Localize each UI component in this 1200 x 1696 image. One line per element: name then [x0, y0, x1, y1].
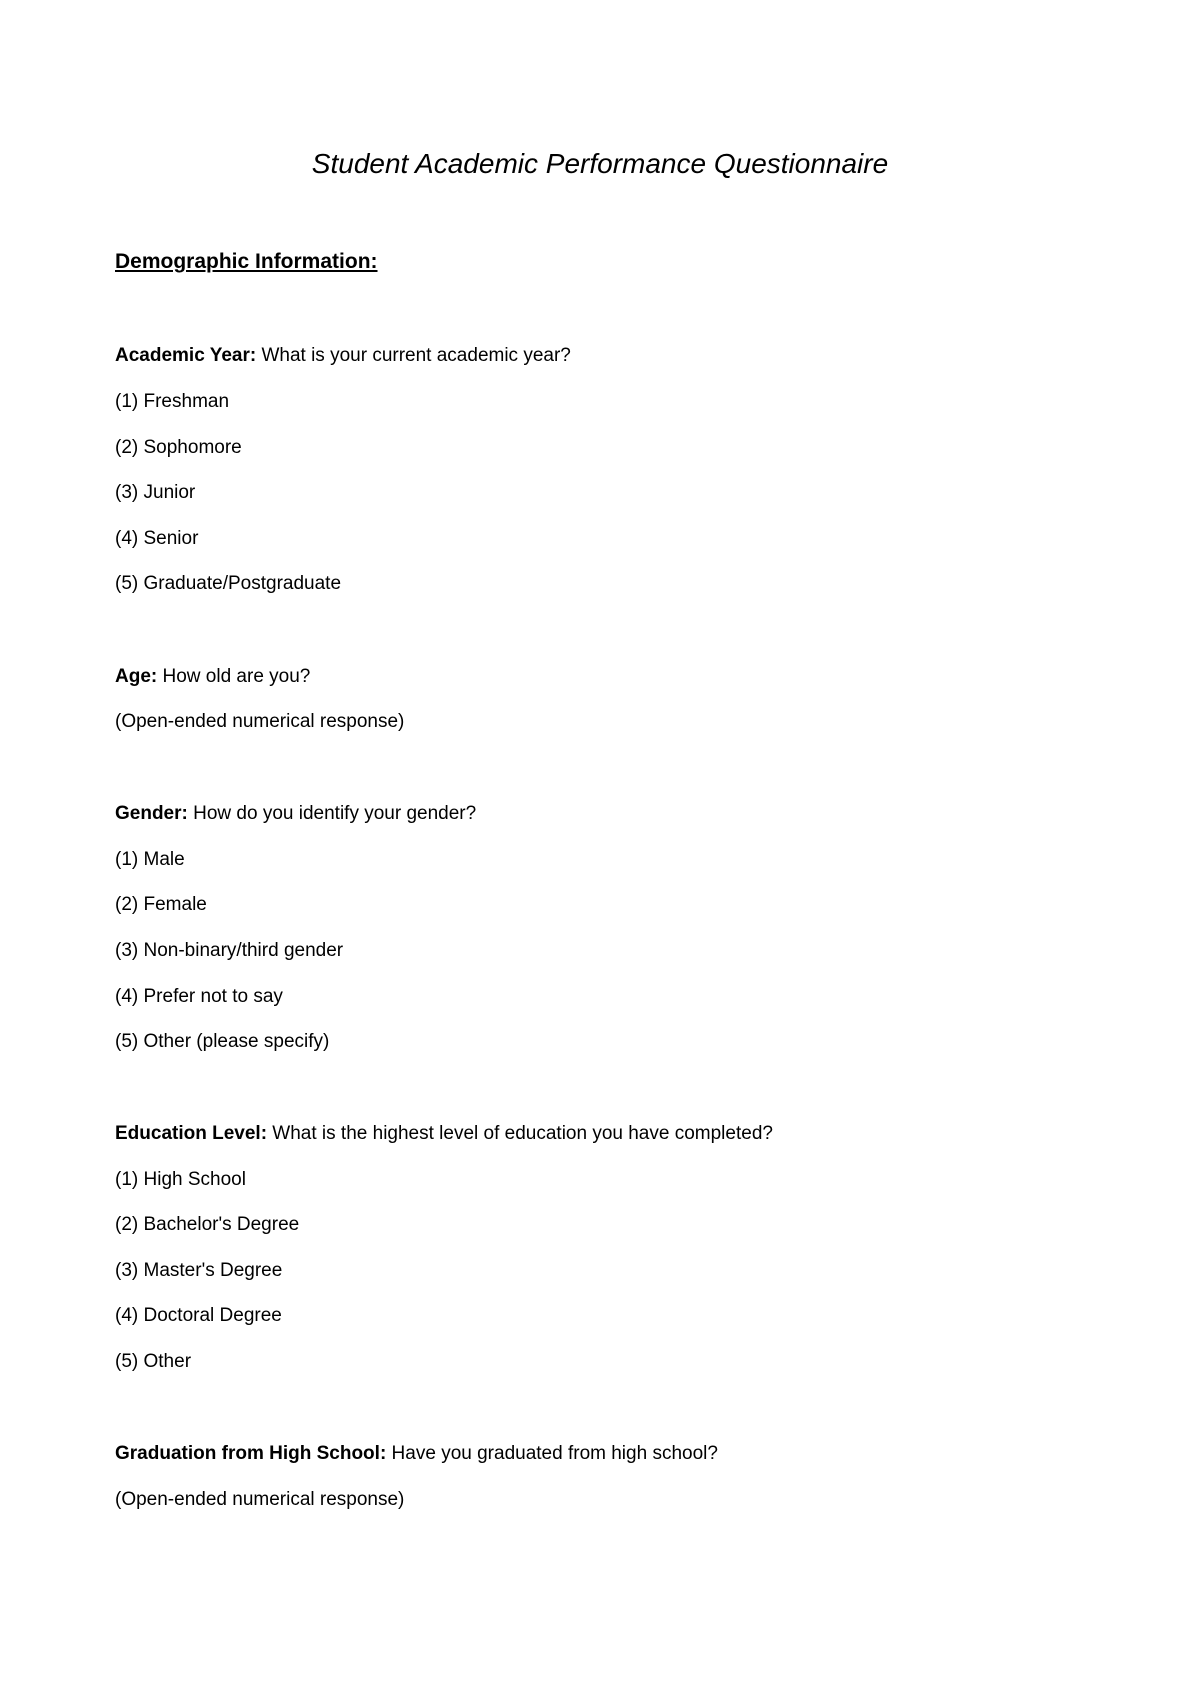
question-prompt [115, 1122, 773, 1146]
answer-option: (3) Non-binary/third gender [115, 940, 344, 961]
question-text: What is your current academic year? [256, 345, 571, 366]
answer-option: (5) Other [115, 1351, 192, 1372]
answer-option: (2) Sophomore [115, 437, 242, 458]
answer-option: (5) Graduate/Postgraduate [115, 573, 342, 594]
answer-option: (3) Junior [115, 482, 196, 503]
answer-option: (2) Female [115, 894, 207, 915]
question-prompt [115, 665, 310, 689]
section-heading-demographic: Demographic Information: [115, 250, 378, 273]
question-text: Have you graduated from high school? [386, 1443, 718, 1464]
question-label: Academic Year: [115, 345, 257, 366]
answer-option: (1) Male [115, 849, 185, 870]
answer-option: (2) Bachelor's Degree [115, 1214, 300, 1235]
question-prompt [115, 1442, 718, 1466]
question-label: Education Level: [115, 1123, 268, 1144]
question-label: Graduation from High School: [115, 1443, 387, 1464]
answer-option: (3) Master's Degree [115, 1260, 283, 1281]
answer-option: (Open-ended numerical response) [115, 711, 405, 732]
question-text: How old are you? [157, 666, 311, 687]
question-label: Gender: [115, 803, 188, 824]
question-label: Age: [115, 666, 158, 687]
question-prompt [115, 344, 571, 368]
question-text: How do you identify your gender? [187, 803, 477, 824]
question-text: What is the highest level of education you have completed? [267, 1123, 773, 1144]
answer-option: (4) Prefer not to say [115, 986, 283, 1007]
answer-option: (1) Freshman [115, 391, 230, 412]
answer-option: (Open-ended numerical response) [115, 1489, 405, 1510]
question-prompt [115, 802, 476, 826]
answer-option: (5) Other (please specify) [115, 1031, 330, 1052]
answer-option: (4) Doctoral Degree [115, 1305, 282, 1326]
page-title: Student Academic Performance Questionnaire [311, 148, 889, 179]
answer-option: (4) Senior [115, 528, 199, 549]
answer-option: (1) High School [115, 1169, 246, 1190]
